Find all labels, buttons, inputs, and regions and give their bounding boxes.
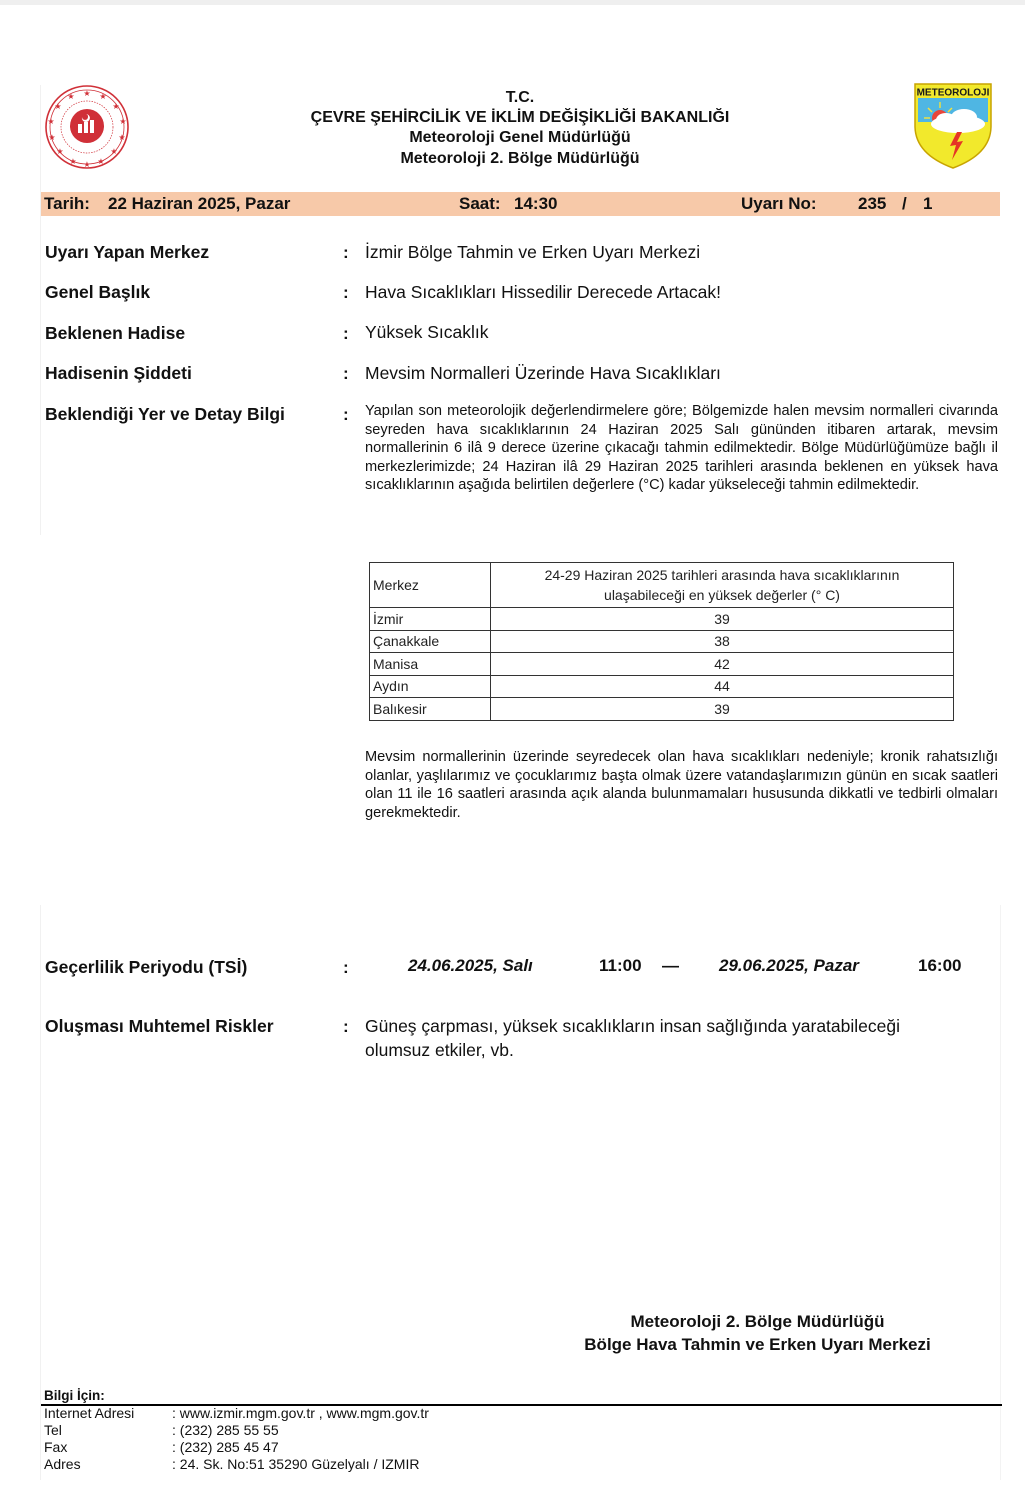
signature-line2: Bölge Hava Tahmin ve Erken Uyarı Merkezi bbox=[584, 1335, 931, 1354]
header-regional-directorate: Meteoroloji 2. Bölge Müdürlüğü bbox=[400, 150, 640, 167]
page-edge bbox=[40, 905, 41, 1480]
footer-value-tel: : (232) 285 55 55 bbox=[172, 1422, 279, 1438]
table-header-line1: 24-29 Haziran 2025 tarihleri arasında hava sıcaklıklarının bbox=[544, 567, 900, 583]
colon: : bbox=[343, 405, 349, 424]
warning-no-value: 235 bbox=[858, 194, 887, 213]
field-label-location-detail: Beklendiği Yer ve Detay Bilgi bbox=[45, 404, 285, 424]
table-row bbox=[370, 608, 954, 631]
colon: : bbox=[343, 243, 349, 262]
table-cell-city: Manisa bbox=[370, 653, 491, 676]
header-ministry: ÇEVRE ŞEHİRCİLİK VE İKLİM DEĞİŞİKLİĞİ BAKANLIĞI bbox=[310, 109, 730, 126]
footer-key: Internet Adresi bbox=[44, 1405, 135, 1421]
footer-key: Fax bbox=[44, 1439, 68, 1455]
info-band bbox=[41, 192, 1000, 216]
table-row bbox=[370, 653, 954, 676]
svg-text:★: ★ bbox=[118, 133, 126, 142]
date-label: Tarih: bbox=[44, 194, 90, 213]
table-header-row bbox=[370, 563, 954, 608]
svg-text:★: ★ bbox=[54, 102, 62, 111]
svg-text:★: ★ bbox=[112, 102, 120, 111]
svg-text:★: ★ bbox=[99, 92, 107, 101]
colon: : bbox=[343, 958, 349, 977]
risks-label: Oluşması Muhtemel Riskler bbox=[45, 1016, 274, 1036]
svg-text:★: ★ bbox=[47, 117, 55, 126]
svg-text:★: ★ bbox=[67, 92, 75, 101]
validity-dash: — bbox=[662, 956, 679, 975]
detail-paragraph: Yapılan son meteorolojik değerlendirmelere göre; Bölgemizde halen mevsim normalleri civarında seyreden hava sıcaklıklarının 24 Haziran 2025 Salı gününden itibaren artarak, mevsim normallerinin 6 ilâ 9 derece üzerine çıkacağı tahmin edilmektedir. Bölge Müdürlüğümüze bağlı il merkezlerimizde; 24 Haziran ilâ 29 Haziran 2025 tarihleri arasında beklenen en yüksek hava sıcaklıklarının aşağıda belirtilen değerlere (°C) kadar yükseleceği tahmin edilmektedir. bbox=[365, 403, 998, 493]
svg-text:★: ★ bbox=[83, 160, 91, 169]
time-label: Saat: bbox=[459, 194, 501, 213]
table-header-max-temp bbox=[491, 563, 954, 608]
svg-text:METEOROLOJI: METEOROLOJI bbox=[916, 87, 990, 99]
svg-text:★: ★ bbox=[56, 147, 64, 156]
header-general-directorate: Meteoroloji Genel Müdürlüğü bbox=[409, 129, 631, 146]
field-label-general-title: Genel Başlık bbox=[45, 282, 151, 302]
footer-row-address bbox=[44, 1456, 419, 1473]
max-temperature-table bbox=[369, 562, 954, 721]
field-value-severity: Mevsim Normalleri Üzerinde Hava Sıcaklıkları bbox=[365, 363, 721, 383]
warning-sub-no: 1 bbox=[923, 194, 933, 213]
footer-key: Adres bbox=[44, 1456, 81, 1472]
field-label-expected-event: Beklenen Hadise bbox=[45, 323, 186, 343]
table-cell-temp: 38 bbox=[491, 630, 954, 653]
ministry-seal-logo bbox=[38, 84, 136, 170]
time-value: 14:30 bbox=[514, 194, 558, 213]
footer-value-websites[interactable]: : www.izmir.mgm.gov.tr , www.mgm.gov.tr bbox=[172, 1405, 429, 1421]
header-tc: T.C. bbox=[505, 89, 535, 106]
table-row bbox=[370, 630, 954, 653]
footer-key: Tel bbox=[44, 1422, 62, 1438]
field-label-issuing-center: Uyarı Yapan Merkez bbox=[45, 242, 210, 262]
page-edge bbox=[1000, 905, 1001, 1480]
date-value: 22 Haziran 2025, Pazar bbox=[108, 194, 291, 213]
footer-title: Bilgi İçin: bbox=[44, 1388, 105, 1403]
signature-line1: Meteoroloji 2. Bölge Müdürlüğü bbox=[630, 1312, 885, 1331]
colon: : bbox=[343, 364, 349, 383]
field-value-issuing-center: İzmir Bölge Tahmin ve Erken Uyarı Merkezi bbox=[365, 242, 701, 262]
advice-paragraph: Mevsim normallerinin üzerinde seyredecek olan hava sıcaklıkları nedeniyle; kronik rahatsızlığı olanlar, yaşlılarımız ve çocuklarımız başta olmak üzere vatandaşlarımızın günün en sıcak saatleri olan 11 ile 16 saatleri arasında açık alanda bulunmamaları hususunda dikkatli ve tedbirli olmaları gerekmektedir. bbox=[365, 749, 998, 821]
table-cell-city: Aydın bbox=[370, 675, 491, 698]
table-cell-temp: 42 bbox=[491, 653, 954, 676]
validity-label: Geçerlilik Periyodu (TSİ) bbox=[45, 957, 248, 977]
field-label-severity: Hadisenin Şiddeti bbox=[45, 363, 192, 383]
svg-text:★: ★ bbox=[97, 157, 105, 166]
risks-value-line2: olumsuz etkiler, vb. bbox=[365, 1040, 514, 1060]
table-cell-city: Çanakkale bbox=[370, 630, 491, 653]
svg-text:★: ★ bbox=[69, 157, 77, 166]
footer-row-internet bbox=[44, 1405, 429, 1422]
table-cell-temp: 44 bbox=[491, 675, 954, 698]
svg-text:★: ★ bbox=[110, 147, 118, 156]
meteoroloji-shield-logo bbox=[912, 82, 994, 170]
validity-start-time: 11:00 bbox=[599, 956, 642, 975]
table-cell-city: İzmir bbox=[370, 608, 491, 631]
table-cell-temp: 39 bbox=[491, 698, 954, 721]
footer-row-tel bbox=[44, 1422, 279, 1439]
svg-text:★: ★ bbox=[48, 133, 56, 142]
table-cell-city: Balıkesir bbox=[370, 698, 491, 721]
table-row bbox=[370, 698, 954, 721]
colon: : bbox=[343, 283, 349, 302]
table-header-line2: ulaşabileceği en yüksek değerler (° C) bbox=[604, 587, 840, 603]
footer-value-address: : 24. Sk. No:51 35290 Güzelyalı / IZMIR bbox=[172, 1456, 420, 1472]
footer-row-fax bbox=[44, 1439, 279, 1456]
validity-end-date: 29.06.2025, Pazar bbox=[719, 956, 859, 975]
warning-no-separator: / bbox=[902, 194, 907, 213]
svg-text:★: ★ bbox=[83, 89, 91, 98]
colon: : bbox=[343, 1017, 349, 1036]
top-bar bbox=[0, 0, 1025, 5]
table-row bbox=[370, 675, 954, 698]
validity-start-date: 24.06.2025, Salı bbox=[408, 956, 533, 975]
footer-value-fax: : (232) 285 45 47 bbox=[172, 1439, 279, 1455]
table-header-center: Merkez bbox=[370, 563, 491, 608]
validity-end-time: 16:00 bbox=[918, 956, 962, 975]
table-cell-temp: 39 bbox=[491, 608, 954, 631]
field-value-expected-event: Yüksek Sıcaklık bbox=[365, 322, 489, 342]
risks-value-line1: Güneş çarpması, yüksek sıcaklıkların insan sağlığında yaratabileceği bbox=[365, 1016, 900, 1036]
field-value-general-title: Hava Sıcaklıkları Hissedilir Derecede Artacak! bbox=[365, 282, 721, 302]
warning-no-label: Uyarı No: bbox=[741, 194, 817, 213]
colon: : bbox=[343, 324, 349, 343]
svg-text:★: ★ bbox=[119, 117, 127, 126]
